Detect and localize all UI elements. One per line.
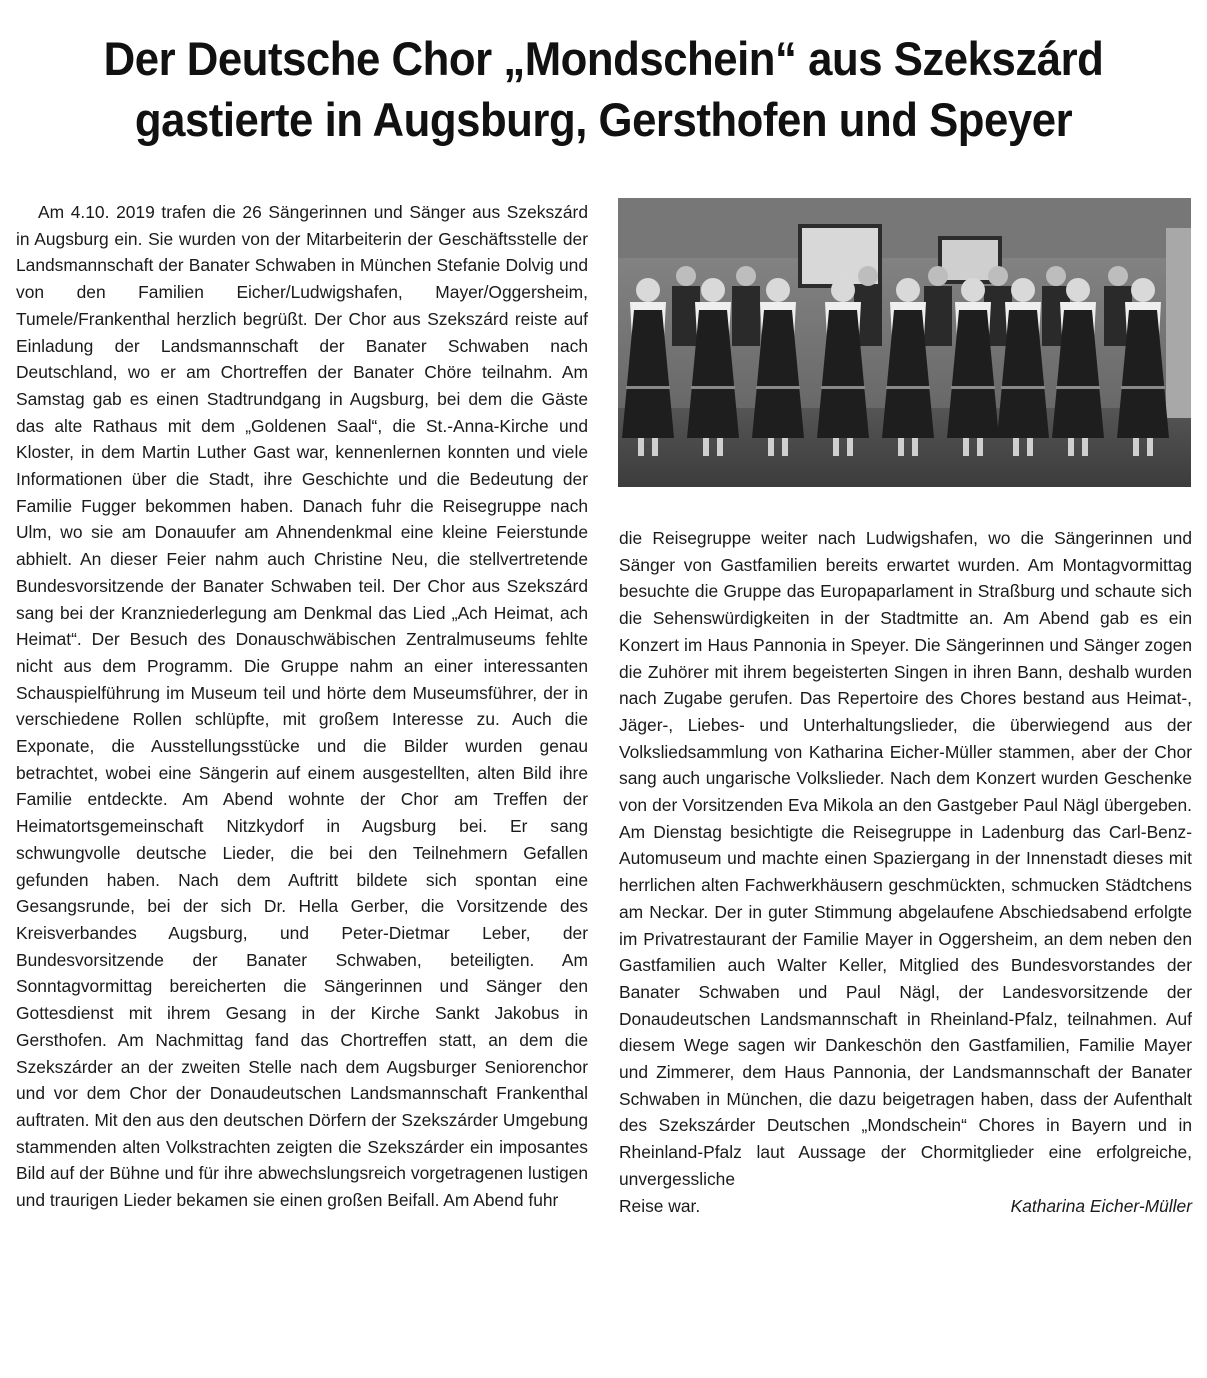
singer-leg: [963, 438, 969, 456]
singer-head: [1131, 278, 1155, 302]
singer-leg: [977, 438, 983, 456]
singer-head-back: [928, 266, 948, 286]
singer-leg: [847, 438, 853, 456]
closing-words: Reise war.: [619, 1195, 701, 1216]
singer-leg: [912, 438, 918, 456]
singer-body-back: [924, 286, 952, 346]
article-body-left-column: [16, 199, 588, 1364]
singer-leg: [1133, 438, 1139, 456]
closing-line: [619, 1193, 1192, 1220]
singer-head-back: [858, 266, 878, 286]
singer-skirt-trim: [1056, 386, 1100, 389]
singer-leg: [717, 438, 723, 456]
singer-head: [766, 278, 790, 302]
body-paragraph-right: die Reisegruppe weiter nach Ludwigshafen, wo die Sängerinnen und Sänger von Gastfamilien bereits erwartet wurden. Am Montagvormittag besuchte die Gruppe das Europaparlament in Straßburg und schaute sich die Sehenswürdigkeiten in der Stadtmitte an. Am Abend gab es ein Konzert im Haus Pannonia in Speyer. Die Sängerinnen und Sänger zogen die Zuhörer mit ihrem begeisterten Singen in ihren Bann, deshalb wurden nach Zugabe gerufen. Das Repertoire des Chores bestand aus Heimat-, Jäger-, Liebes- und Unterhaltungslieder, die überwiegend aus der Volksliedsammlung von Katharina Eicher-Müller stammen, aber der Chor sang auch ungarische Volkslieder. Nach dem Konzert wurden Geschenke von der Vorsitzenden Eva Mikola an den Gastgeber Paul Nägl übergeben. Am Dienstag besichtigte die Reisegruppe in Ladenburg das Carl-Benz-Automuseum und machte einen Spaziergang in der Innenstadt dieses mit herrlichen alten Fachwerkhäusern geschmückten, schmucken Städtchens am Neckar. Der in guter Stimmung abgelaufene Abschiedsabend erfolgte im Privatrestaurant der Familie Mayer in Oggersheim, an dem neben den Gastfamilien auch Walter Keller, Mitglied des Bundesvorstandes der Banater Schwaben und Paul Nägl, der Landesvorsitzende der Donaudeutschen Landsmannschaft in Rheinland-Pfalz, teilnahmen. Auf diesem Wege sagen wir Dankeschön den Gastfamilien, Familie Mayer und Zimmerer, dem Haus Pannonia, der Landsmannschaft der Banater Schwaben in München, die dazu beigetragen haben, dass der Aufenthalt des Szekszárder Deutschen „Mondschein“ Chores in Bayern und in Rheinland-Pfalz laut Aussage der Chormitglieder eine erfolgreiche, unvergessliche: [619, 528, 1192, 1189]
headline-line-1: Der Deutsche Chor „Mondschein“ aus Szekszárd: [103, 32, 1104, 85]
author-byline: Katharina Eicher-Müller: [1010, 1195, 1192, 1216]
singer-head: [961, 278, 985, 302]
singer-skirt-trim: [756, 386, 800, 389]
singer-leg: [1147, 438, 1153, 456]
singer-skirt-trim: [886, 386, 930, 389]
singer-head: [1066, 278, 1090, 302]
singer-leg: [1082, 438, 1088, 456]
singer-head: [701, 278, 725, 302]
singer-leg: [782, 438, 788, 456]
singer-head: [636, 278, 660, 302]
body-paragraph-left: Am 4.10. 2019 trafen die 26 Sängerinnen und Sänger aus Szekszárd in Augsburg ein. Sie wurden von der Mitarbeiterin der Geschäftsstelle der Landsmannschaft der Banater Schwaben in München Stefanie Dolvig und von den Familien Eicher/Ludwigshafen, Mayer/Oggersheim, Tumele/Frankenthal herzlich begrüßt. Der Chor aus Szekszárd reiste auf Einladung der Landsmannschaft der Banater Schwaben nach Deutschland, wo er am Chortreffen der Banater Chöre teilnahm. Am Samstag gab es einen Stadtrundgang in Augsburg, bei dem die Gäste das alte Rathaus mit dem „Goldenen Saal“, die St.-Anna-Kirche und Kloster, in dem Martin Luther Gast war, kennenlernen konnten und viele Informationen über die Stadt, ihre Geschichte und die Bedeutung der Familie Fugger bekommen haben. Danach fuhr die Reisegruppe nach Ulm, wo sie am Donauufer am Ahnendenkmal eine kleine Feierstunde abhielt. An dieser Feier nahm auch Christine Neu, die stellvertretende Bundesvorsitzende der Banater Schwaben teil. Der Chor aus Szekszárd sang bei der Kranzniederlegung am Denkmal das Lied „Ach Heimat, ach Heimat“. Der Besuch des Donauschwäbischen Zentralmuseums fehlte nicht aus dem Programm. Die Gruppe nahm an einer interessanten Schauspielführung im Museum teil und hörte dem Museumsführer, der in verschiedene Rollen schlüpfte, mit großem Interesse zu. Auch die Exponate, die Ausstellungsstücke und die Bilder wurden genau betrachtet, wobei eine Sängerin auf einem ausgestellten, alten Bild ihre Familie entdeckte. Am Abend wohnte der Chor am Treffen der Heimatortsgemeinschaft Nitzkydorf in Augsburg bei. Er sang schwungvolle deutsche Lieder, die bei den Teilnehmern Gefallen gefunden haben. Nach dem Auftritt bildete sich spontan eine Gesangsrunde, bei der sich Dr. Hella Gerber, die Vorsitzende des Kreisverbandes Augsburg, und Peter-Dietmar Leber, der Bundesvorsitzende der Banater Schwaben, beteiligten. Am Sonntagvormittag bereicherten die Sängerinnen und Sänger den Gottesdienst mit ihrem Gesang in der Kirche Sankt Jakobus in Gersthofen. Am Nachmittag fand das Chortreffen statt, an dem die Szekszárder an der zweiten Stelle nach dem Augsburger Seniorenchor und vor dem Chor der Donaudeutschen Landsmannschaft Frankenthal auftraten. Mit den aus den deutschen Dörfern der Szekszárder Umgebung stammenden alten Volkstrachten zeigten die Szekszárder ein imposantes Bild auf der Bühne und für ihre abwechslungsreich vorgetragenen lustigen und traurigen Lieder bekamen sie einen großen Beifall. Am Abend fuhr: [16, 202, 588, 1211]
singer-leg: [638, 438, 644, 456]
singer-head: [896, 278, 920, 302]
singer-head: [831, 278, 855, 302]
singer-head-back: [736, 266, 756, 286]
singer-skirt-trim: [821, 386, 865, 389]
singer-leg: [898, 438, 904, 456]
singer-leg: [1068, 438, 1074, 456]
singer-leg: [1027, 438, 1033, 456]
singer-leg: [703, 438, 709, 456]
singer-leg: [652, 438, 658, 456]
article-body-right-column: [619, 525, 1192, 1345]
singer-leg: [1013, 438, 1019, 456]
singer-skirt-trim: [626, 386, 670, 389]
article-headline: [42, 28, 1165, 150]
headline-line-2: gastierte in Augsburg, Gersthofen und Speyer: [134, 93, 1073, 146]
singer-skirt-trim: [1001, 386, 1045, 389]
singer-head: [1011, 278, 1035, 302]
singer-head-back: [988, 266, 1008, 286]
singer-head-back: [1108, 266, 1128, 286]
singer-body-back: [732, 286, 760, 346]
singer-leg: [768, 438, 774, 456]
singer-head-back: [676, 266, 696, 286]
choir-photo-image: [618, 198, 1191, 487]
singer-head-back: [1046, 266, 1066, 286]
singer-skirt-trim: [1121, 386, 1165, 389]
singer-skirt-trim: [951, 386, 995, 389]
singer-leg: [833, 438, 839, 456]
choir-photo: [618, 198, 1191, 487]
singer-skirt-trim: [691, 386, 735, 389]
